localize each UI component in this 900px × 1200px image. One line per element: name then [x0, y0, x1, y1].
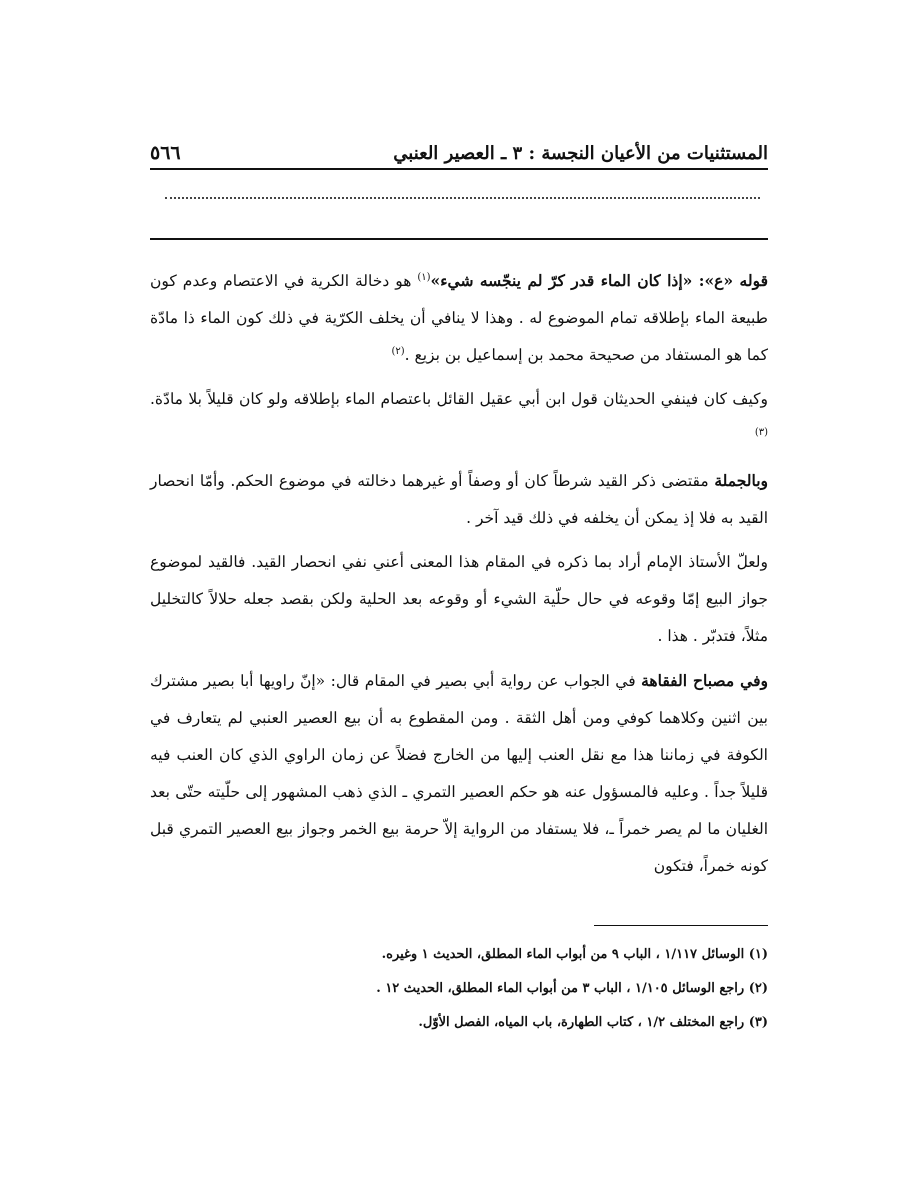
page-number: ٥٦٦: [150, 142, 181, 164]
footnote-ref: (٣): [754, 426, 768, 438]
footnote-1: (١) الوسائل ١/١١٧ ، الباب ٩ من أبواب الماء المطلق، الحديث ١ وغيره.: [381, 947, 768, 962]
paragraph-lead: وفي مصباح الفقاهة: [641, 671, 768, 690]
section-rule: [150, 238, 768, 240]
paragraph-text: ولعلّ الأستاذ الإمام أراد بما ذكره في المقام هذا المعنى أعني نفي انحصار القيد. فالقيد لموضوع جواز البيع إمّا وقوعه في حال حلّية الشيء أو وقوعه بعد الحلية ولكن بقصد جعله حلالاً كالتخليل مثلاً، فتدبّر . هذا .: [150, 553, 768, 645]
paragraph-lead: قوله «ع»:: [698, 271, 768, 290]
footnote-rule: [594, 925, 768, 926]
quotation: «إذا كان الماء قدر كرّ لم ينجّسه شيء»: [430, 271, 699, 290]
footnote-2: (٢) راجع الوسائل ١/١٠٥ ، الباب ٣ من أبواب الماء المطلق، الحديث ١٢ .: [376, 981, 768, 996]
paragraph-5: [150, 662, 768, 885]
paragraph-4: [150, 544, 768, 655]
footnote-ref: (٢): [391, 345, 405, 357]
page-header: [150, 124, 768, 164]
paragraph-3: [150, 462, 768, 537]
paragraph-text: في الجواب عن رواية أبي بصير في المقام قال: «إنّ راويها أبا بصير مشترك بين اثنين وكلاهما كوفي ومن أهل الثقة . ومن المقطوع به أن بيع العصير العنبي لم يتعارف في الكوفة في زماننا هذا مع نقل العنب إليها من الخارج فضلاً عن زمان الراوي الذي كان العنب فيه قليلاً جداً . وعليه فالمسؤول عنه هو حكم العصير التمري ـ الذي ذهب المشهور إلى حلّيته حتّى بعد الغليان ما لم يصر خمراً ـ، فلا يستفاد من الرواية إلاّ حرمة بيع الخمر وجواز بيع العصير التمري قبل كونه خمراً، فتكون: [150, 672, 768, 875]
paragraph-text: وكيف كان فينفي الحديثان قول ابن أبي عقيل القائل باعتصام الماء بإطلاقه ولو كان قليلاً بلا مادّة.: [150, 390, 768, 408]
running-title: المستثنيات من الأعيان النجسة : ٣ ـ العصير العنبي: [393, 143, 768, 164]
footnote-3: (٣) راجع المختلف ١/٢ ، كتاب الطهارة، باب المياه، الفصل الأوّل.: [418, 1015, 768, 1030]
paragraph-text: هو دخالة الكرية في الاعتصام وعدم كون طبيعة الماء بإطلاقه تمام الموضوع له . وهذا لا ينافي أن يخلف الكرّية في ذلك كون الماء ذا مادّة كما هو المستفاد من صحيحة محمد بن إسماعيل بن بزيع .: [150, 272, 768, 364]
paragraph-lead: وبالجملة: [714, 471, 768, 490]
main-text: [150, 262, 768, 892]
paragraph-2: [150, 381, 768, 455]
footnotes: [150, 938, 768, 1040]
paragraph-1: [150, 262, 768, 374]
header-rule: [150, 168, 768, 170]
footnote-ref: (١): [417, 271, 431, 283]
paragraph-text: مقتضى ذكر القيد شرطاً كان أو وصفاً أو غيرهما دخالته في موضوع الحكم. وأمّا انحصار القيد به فلا إذ يمكن أن يخلفه في ذلك قيد آخر .: [150, 472, 768, 527]
dotted-separator: [165, 197, 760, 199]
